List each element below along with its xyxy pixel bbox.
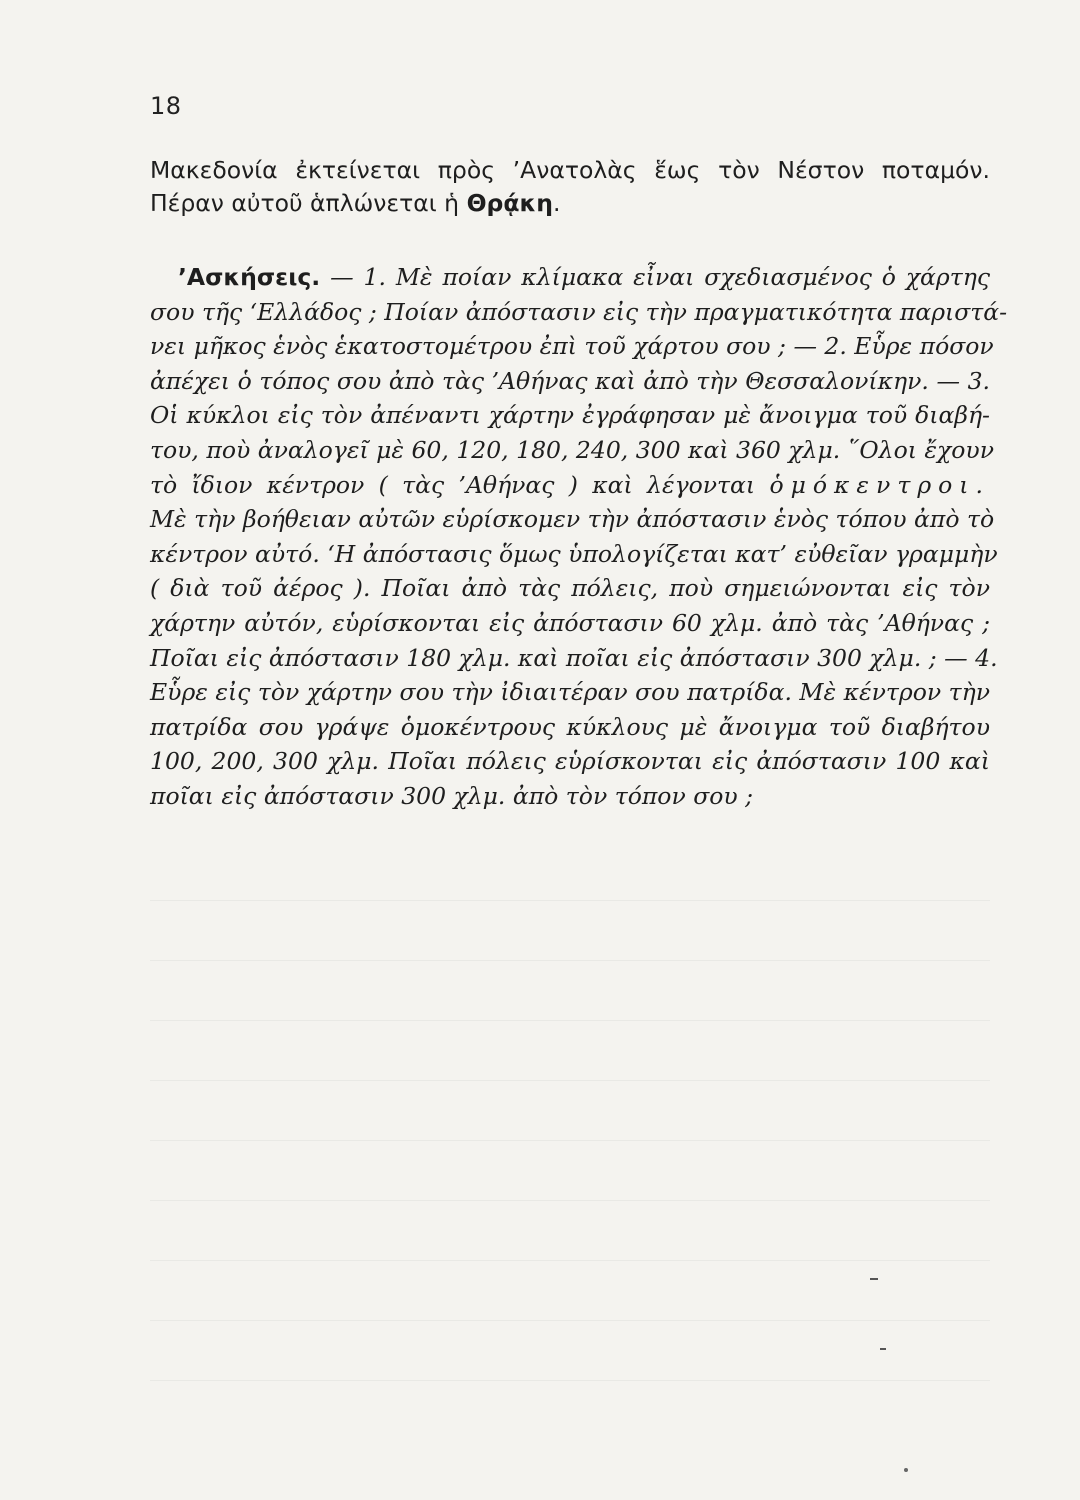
intro-line: [150, 187, 990, 220]
bleed-through-line: [150, 1380, 990, 1381]
bleed-through-line: [150, 900, 990, 901]
exercise-line: πατρίδα σου γράψε ὁμοκέντρους κύκλους μὲ ἄνοιγμα τοῦ διαβήτου: [150, 712, 990, 741]
exercise-line: 100, 200, 300 χλμ. Ποῖαι πόλεις εὑρίσκονται εἰς ἀπόστασιν 100 καὶ: [150, 747, 990, 776]
exercise-line: χάρτην αὐτόν, εὑρίσκονται εἰς ἀπόστασιν 60 χλμ. ἀπὸ τὰς ’Αθήνας ;: [150, 608, 990, 637]
bleed-through-line: [150, 960, 990, 961]
exercise-line: Ποῖαι εἰς ἀπόστασιν 180 χλμ. καὶ ποῖαι εἰς ἀπόστασιν 300 χλμ. ; — 4.: [150, 643, 998, 672]
intro-line: Μακεδονία ἐκτείνεται πρὸς ’Ανατολὰς ἕως τὸν Νέστον ποταμόν.: [150, 156, 990, 184]
exercise-line: ποῖαι εἰς ἀπόστασιν 300 χλμ. ἀπὸ τὸν τόπον σου ;: [150, 781, 754, 810]
exercise-line: κέντρον αὐτό. ‘Η ἀπόστασις ὅμως ὑπολογίζεται κατ’ εὐθεῖαν γραμμὴν: [150, 539, 998, 568]
bleed-through-line: [150, 1020, 990, 1021]
exercise-line: ἀπέχει ὁ τόπος σου ἀπὸ τὰς ’Αθήνας καὶ ἀπὸ τὴν Θεσσαλονίκην. — 3.: [150, 366, 990, 395]
intro-period: .: [552, 189, 561, 217]
bleed-through-line: [150, 1080, 990, 1081]
exercise-line: νει μῆκος ἑνὸς ἑκατοστομέτρου ἐπὶ τοῦ χάρτου σου ; — 2. Εὗρε πόσον: [150, 332, 994, 361]
bleed-through-line: [150, 1320, 990, 1321]
exercise-text: — 1. Μὲ ποίαν κλίμακα εἶναι σχεδιασμένος ὁ χάρτης: [330, 263, 990, 291]
print-mark: [880, 1348, 886, 1350]
bleed-through-line: [150, 1140, 990, 1141]
exercises-section: [150, 260, 1008, 814]
bleed-through-line: [150, 1260, 990, 1261]
print-speck: [904, 1468, 908, 1472]
intro-text: Πέραν αὐτοῦ ἁπλώνεται ἡ: [150, 189, 460, 217]
exercise-line: ( διὰ τοῦ ἀέρος ). Ποῖαι ἀπὸ τὰς πόλεις, ποὺ σημειώνονται εἰς τὸν: [150, 574, 990, 603]
exercise-line: σου τῆς ‘Ελλάδος ; Ποίαν ἀπόστασιν εἰς τὴν πραγματικότητα παριστά-: [150, 297, 1008, 326]
print-mark: [870, 1278, 878, 1280]
page-number: 18: [150, 92, 182, 120]
thrace-term: Θρᾴκη: [466, 189, 553, 217]
exercise-line: του, ποὺ ἀναλογεῖ μὲ 60, 120, 180, 240, 300 καὶ 360 χλμ. ῞Ολοι ἔχουν: [150, 435, 994, 464]
bleed-through-line: [150, 1200, 990, 1201]
exercise-line: Εὗρε εἰς τὸν χάρτην σου τὴν ἰδιαιτέραν σου πατρίδα. Μὲ κέντρον τὴν: [150, 678, 990, 707]
exercise-line: [150, 468, 990, 503]
exercise-line: Οἱ κύκλοι εἰς τὸν ἀπέναντι χάρτην ἐγράφησαν μὲ ἄνοιγμα τοῦ διαβή-: [150, 401, 990, 430]
exercise-line: [150, 260, 990, 295]
spaced-term: ὁμόκεντροι.: [769, 470, 990, 499]
intro-paragraph: [150, 154, 990, 220]
exercise-text: τὸ ἴδιον κέντρον ( τὰς ’Αθήνας ) καὶ λέγονται: [150, 470, 756, 499]
exercises-heading: ’Ασκήσεις.: [178, 263, 321, 291]
exercise-line: Μὲ τὴν βοήθειαν αὐτῶν εὑρίσκομεν τὴν ἀπόστασιν ἑνὸς τόπου ἀπὸ τὸ: [150, 505, 995, 534]
